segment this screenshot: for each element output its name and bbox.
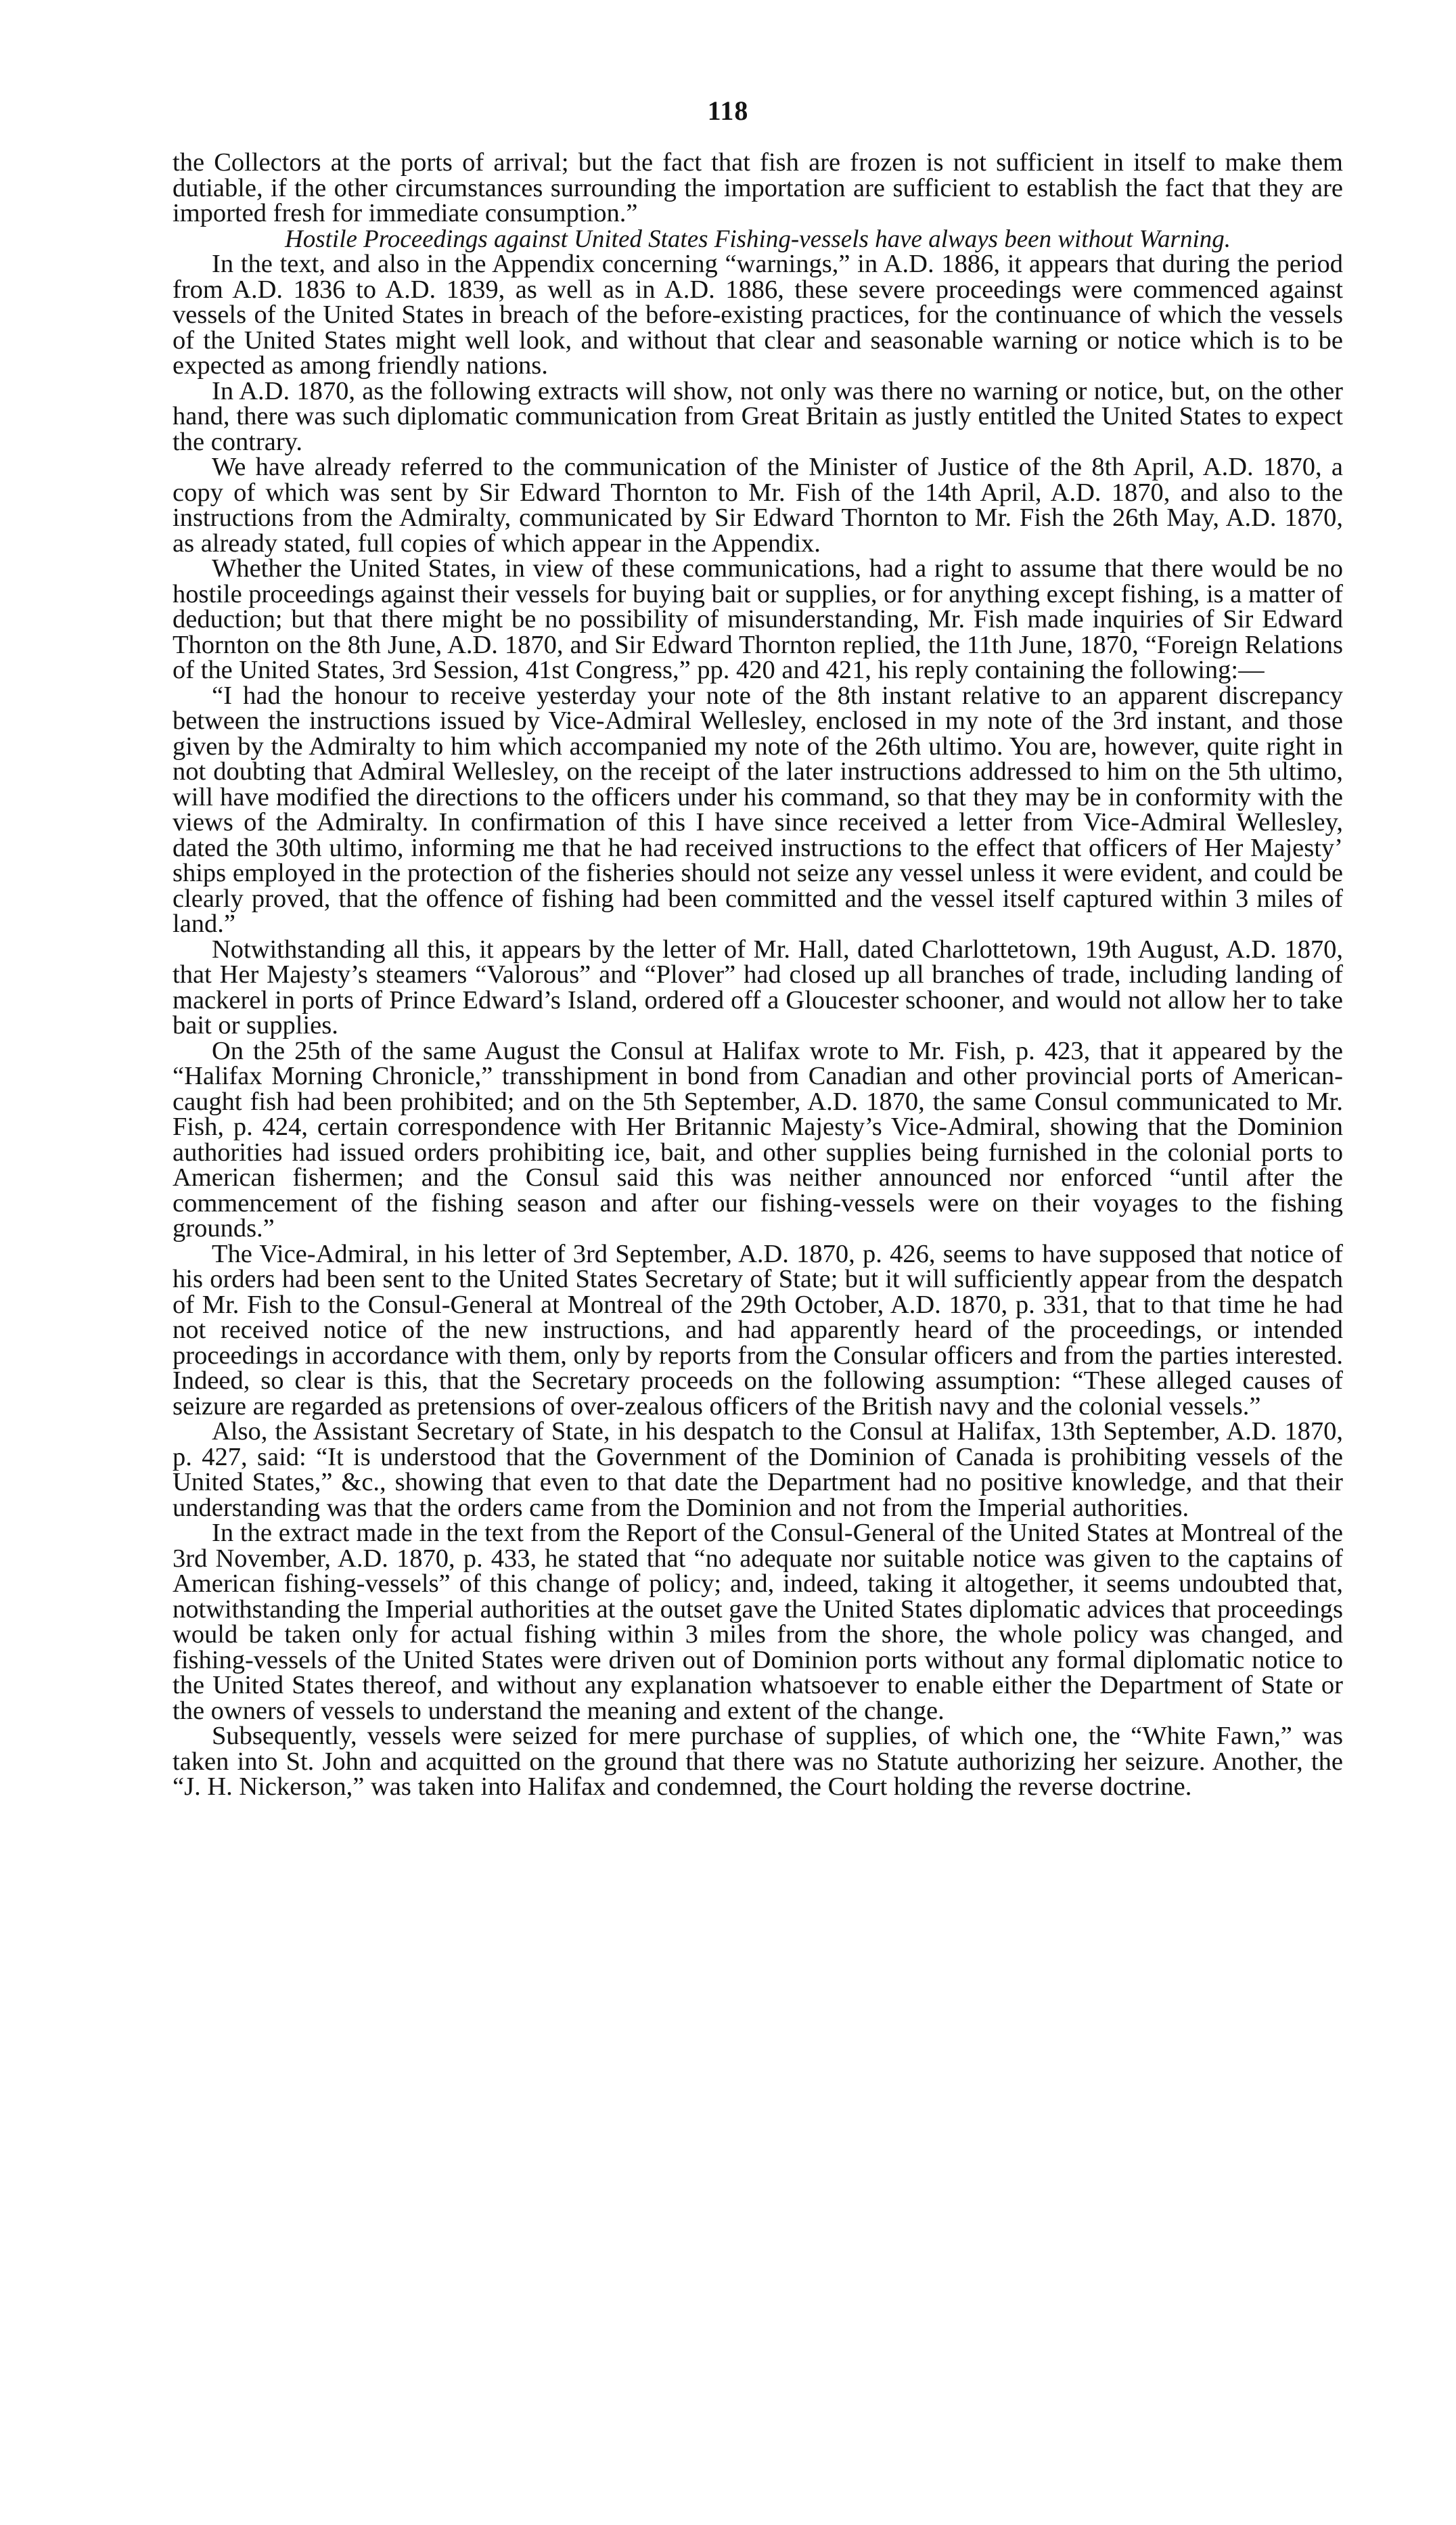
paragraph-thornton-quote: “I had the honour to receive yesterday your note of the 8th instant relative to an apparent discrepancy between the instructions issued by Vice-Admiral Wellesley, enclosed in my note of the 3rd instant, and those given by the Admiralty to him which accompanied my note of the 26th ultimo. You are, however, quite right in not doubting that Admiral Wellesley, on the receipt of the later instructions addressed to him on the 5th ultimo, will have modified the directions to the officers under his command, so that they may be in conformity with the views of the Admiralty. In confirmation of this I have since received a letter from Vice-Admiral Wellesley, dated the 30th ultimo, informing me that he had received instructions to the effect that officers of Her Majesty’ ships employed in the protection of the fisheries should not seize any vessel unless it were evident, and could be clearly proved, that the offence of fishing had been committed and the vessel itself captured within 3 miles of land.” — [173, 681, 1343, 938]
paragraph-vice-admiral: The Vice-Admiral, in his letter of 3rd September, A.D. 1870, p. 426, seems to have supposed that notice of his orders had been sent to the United States Secretary of State; but it will sufficiently appear from the despatch of Mr. Fish to the Consul-General at Montreal of the 29th October, A.D. 1870, p. 331, that to that time he had not received notice of the new instructions, and had apparently heard of the proceedings, or intended proceedings in accordance with them, only by reports from the Consular officers and from the parties interested. Indeed, so clear is this, that the Secretary proceeds on the following assumption: “These alleged causes of seizure are regarded as pretensions of over-zealous officers of the British navy and the colonial vessels.” — [173, 1239, 1343, 1421]
paragraph-warnings: In the text, and also in the Appendix concerning “warnings,” in A.D. 1886, it appears that during the period from A.D. 1836 to A.D. 1839, as well as in A.D. 1886, these severe proceedings were commenced against vessels of the United States in breach of the before-existing practices, for the continuance of which the vessels of the United States might well look, and without that clear and seasonable warning or notice which is to be expected as among friendly nations. — [173, 250, 1343, 380]
body-text — [173, 150, 1343, 1800]
paragraph-continuation: the Collectors at the ports of arrival; but the fact that fish are frozen is not sufficient in itself to make them dutiable, if the other circumstances surrounding the importation are sufficient to establish the fact that they are imported fresh for immediate consumption.” — [173, 148, 1343, 227]
paragraph-consul-halifax: On the 25th of the same August the Consul at Halifax wrote to Mr. Fish, p. 423, that it appeared by the “Halifax Morning Chronicle,” transshipment in bond from Canadian and other provincial ports of American-caught fish had been prohibited; and on the 5th September, A.D. 1870, the same Consul communicated to Mr. Fish, p. 424, certain correspondence with Her Britannic Majesty’s Vice-Admiral, showing that the Dominion authorities had issued orders prohibiting ice, bait, and other supplies being furnished in the colonial ports to American fishermen; and the Consul said this was neither announced nor enforced “until after the commencement of the fishing season and after our fishing-vessels were on their voyages to the fishing grounds.” — [173, 1036, 1343, 1243]
paragraph-hall-letter: Notwithstanding all this, it appears by the letter of Mr. Hall, dated Charlottetown, 19th August, A.D. 1870, that Her Majesty’s steamers “Valorous” and “Plover” had closed up all branches of trade, including landing of mackerel in ports of Prince Edward’s Island, ordered off a Gloucester schooner, and would not allow her to take bait or supplies. — [173, 935, 1343, 1040]
paragraph-minister-of-justice: We have already referred to the communication of the Minister of Justice of the 8th April, A.D. 1870, a copy of which was sent by Sir Edward Thornton to Mr. Fish of the 14th April, A.D. 1870, and also to the instructions from the Admiralty, communicated by Sir Edward Thornton to Mr. Fish the 26th May, A.D. 1870, as already stated, full copies of which appear in the Appendix. — [173, 453, 1343, 558]
paragraph-1870-no-warning: In A.D. 1870, as the following extracts will show, not only was there no warning or notice, but, on the other hand, there was such diplomatic communication from Great Britain as justly entitled the United States to expect the contrary. — [173, 376, 1343, 456]
page-number: 118 — [707, 95, 749, 126]
paragraph-consul-general-report: In the extract made in the text from the Report of the Consul-General of the United States at Montreal of the 3rd November, A.D. 1870, p. 433, he stated that “no adequate nor suitable notice was given to the captains of American fishing-vessels” of this change of policy; and, indeed, taking it altogether, it seems undoubted that, notwithstanding the Imperial authorities at the outset gave the United States diplomatic advices that proceedings would be taken only for actual fishing within 3 miles from the shore, the whole policy was changed, and fishing-vessels of the United States were driven out of Dominion ports without any formal diplomatic notice to the United States thereof, and without any explanation whatsoever to enable either the Department of State or the owners of vessels to understand the meaning and extent of the change. — [173, 1519, 1343, 1725]
paragraph-fish-inquiries: Whether the United States, in view of these communications, had a right to assume that there would be no hostile proceedings against their vessels for buying bait or supplies, or for anything except fishing, is a matter of deduction; but that there might be no possibility of misunderstanding, Mr. Fish made inquiries of Sir Edward Thornton on the 8th June, A.D. 1870, and Sir Edward Thornton replied, the 11th June, 1870, “Foreign Relations of the United States, 3rd Session, 41st Congress,” pp. 420 and 421, his reply containing the following:— — [173, 554, 1343, 684]
paragraph-seizures: Subsequently, vessels were seized for mere purchase of supplies, of which one, the “White Fawn,” was taken into St. John and acquitted on the ground that there was no Statute authorizing her seizure. Another, the “J. H. Nickerson,” was taken into Halifax and condemned, the Court holding the reverse doctrine. — [173, 1722, 1343, 1801]
paragraph-assistant-secretary: Also, the Assistant Secretary of State, in his despatch to the Consul at Halifax, 13th September, A.D. 1870, p. 427, said: “It is understood that the Government of the Dominion of Canada is prohibiting vessels of the United States,” &c., showing that even to that date the Department had no positive knowledge, and that their understanding was that the orders came from the Dominion and not from the Imperial authorities. — [173, 1417, 1343, 1522]
section-heading: Hostile Proceedings against United States Fishing-vessels have always been without Warning. — [285, 225, 1231, 253]
